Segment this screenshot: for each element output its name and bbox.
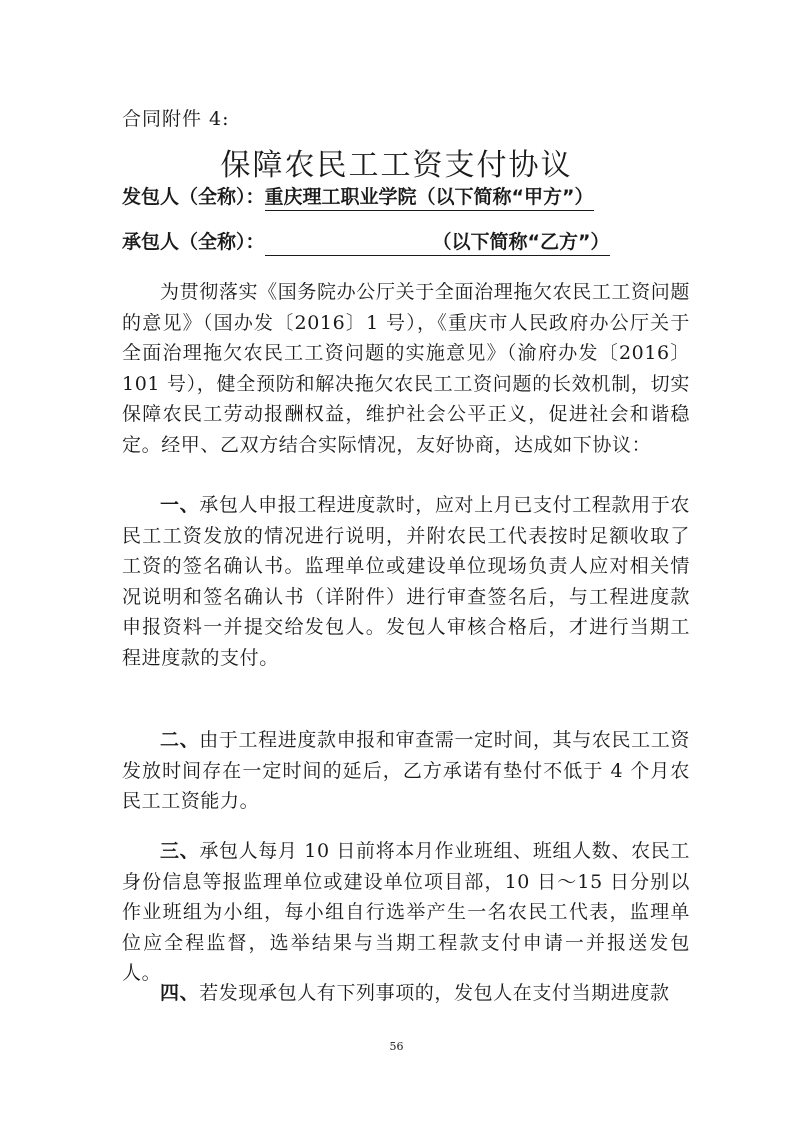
intro-paragraph: 为贯彻落实《国务院办公厅关于全面治理拖欠农民工工资问题的意见》（国办发〔2016〕1 号），《重庆市人民政府办公厅关于全面治理拖欠农民工工资问题的实施意见》（渝府办发〔2016〕101 号），健全预防和解决拖欠农民工工资问题的长效机制，切实保障农民工劳动报酬权益，维护社会公平正义，促进社会和谐稳定。经甲、乙双方结合实际情况，友好协商，达成如下协议： bbox=[122, 281, 690, 456]
clause-1-paragraph bbox=[122, 490, 690, 673]
clause-4-text: 若发现承包人有下列事项的，发包人在支付当期进度款 bbox=[199, 982, 670, 1004]
page-title: 保障农民工工资支付协议 bbox=[220, 148, 573, 183]
party-b-line bbox=[122, 227, 610, 256]
clause-4-paragraph bbox=[122, 978, 690, 1009]
clause-3-text: 承包人每月 10 日前将本月作业班组、班组人数、农民工身份信息等报监理单位或建设单位项目部，10 日～15 日分别以作业班组为小组，每小组自行选举产生一名农民工代表，监理单位应全程监督，选举结果与当期工程款支付申请一并报送发包人。 bbox=[122, 840, 690, 984]
page-number: 56 bbox=[389, 1040, 404, 1053]
party-b-suffix: （以下简称“乙方”） bbox=[432, 231, 610, 253]
clause-2-number: 二、 bbox=[160, 729, 200, 751]
party-a-label: 发包人（全称）： bbox=[122, 186, 265, 208]
party-b-blank bbox=[265, 227, 610, 256]
clause-2-text: 由于工程进度款申报和审查需一定时间，其与农民工工资发放时间存在一定时间的延后，乙方承诺有垫付不低于 4 个月农民工工资能力。 bbox=[122, 729, 690, 812]
clause-3-number: 三、 bbox=[160, 840, 200, 862]
party-a-line bbox=[122, 182, 594, 211]
clause-2-paragraph bbox=[122, 725, 690, 817]
clause-3-paragraph bbox=[122, 836, 690, 989]
clause-1-text: 承包人申报工程进度款时，应对上月已支付工程款用于农民工工资发放的情况进行说明，并附农民工代表按时足额收取了工资的签名确认书。监理单位或建设单位现场负责人应对相关情况说明和签名确认书（详附件）进行审查签名后，与工程进度款申报资料一并提交给发包人。发包人审核合格后，才进行当期工程进度款的支付。 bbox=[122, 494, 690, 669]
party-b-label: 承包人（全称）： bbox=[122, 231, 265, 253]
annex-label: 合同附件 4: bbox=[122, 108, 230, 130]
party-a-name: 重庆理工职业学院（以下简称“甲方”） bbox=[265, 182, 594, 211]
clause-1-number: 一、 bbox=[160, 494, 200, 516]
clause-4-number: 四、 bbox=[160, 982, 200, 1004]
